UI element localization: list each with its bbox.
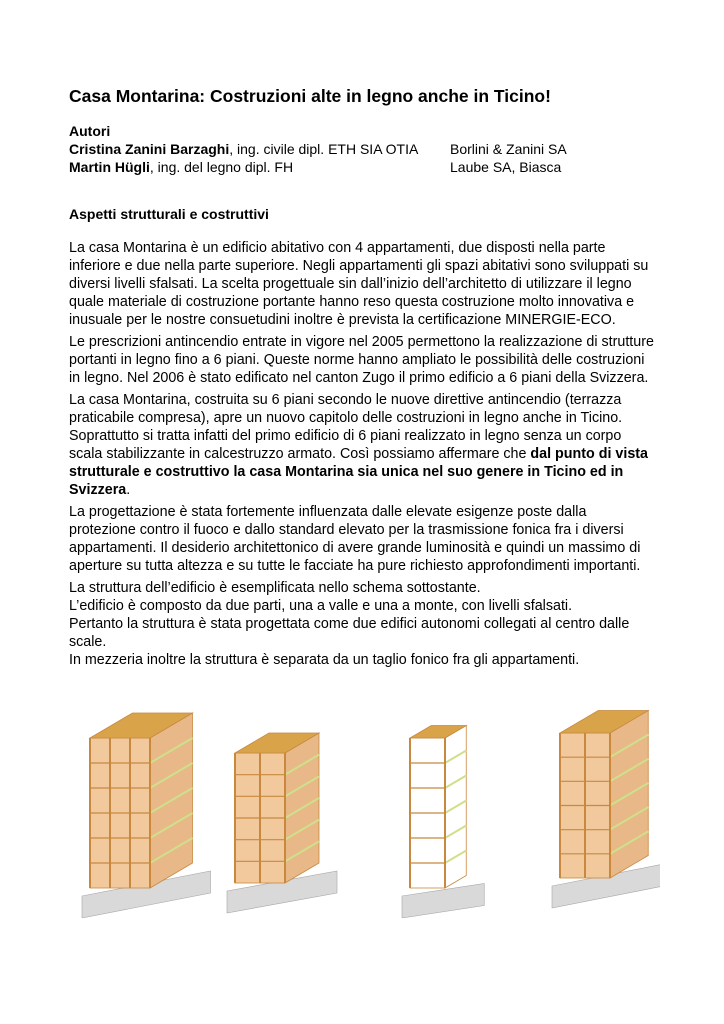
paragraph-end: . bbox=[126, 482, 131, 498]
author-company: Laube SA, Biasca bbox=[450, 159, 562, 175]
author-company: Borlini & Zanini SA bbox=[450, 141, 567, 157]
paragraph bbox=[69, 391, 655, 499]
floor-slab-edge bbox=[445, 801, 466, 814]
author-name: Cristina Zanini Barzaghi bbox=[69, 141, 230, 157]
paragraph bbox=[69, 579, 655, 669]
author-title: , ing. del legno dipl. FH bbox=[149, 159, 294, 175]
paragraph-line: L’edificio è composto da due parti, una a valle e una a monte, con livelli sfalsati. bbox=[69, 598, 573, 614]
floor-slab-edge bbox=[445, 826, 466, 839]
author-title: , ing. civile dipl. ETH SIA OTIA bbox=[229, 141, 419, 157]
authors-heading-row bbox=[69, 122, 669, 140]
paragraph: La progettazione è stata fortemente influenzata dalle elevate esigenze poste dalla protezione contro il fuoco e dallo standard elevato per la trasmissione fonica fra i diversi appartamenti. Il desiderio architettonico di avere grande luminosità e quindi un massimo di aperture su tutta altezza e su tutte le facciate ha pure richiesto approfondimenti importanti. bbox=[69, 504, 641, 574]
floor-slab-edge bbox=[445, 751, 466, 764]
roof-slab bbox=[410, 726, 466, 739]
paragraph: La casa Montarina è un edificio abitativo con 4 appartamenti, due disposti nella parte inferiore e due nella parte superiore. Negli appartamenti gli spazi abitativi sono sviluppati su diversi livelli sfalsati. La scelta progettuale sin dall’inizio dell’architetto di utilizzare il legno quale materiale di costruzione portante hanno reso questa costruzione molto innovativa e inusuale per le nostre consuetudini inoltre è prevista la certificazione MINERGIE-ECO. bbox=[69, 240, 649, 328]
ground-base bbox=[402, 884, 484, 919]
page-title: Casa Montarina: Costruzioni alte in legno anche in Ticino! bbox=[69, 86, 551, 106]
authors-block bbox=[69, 122, 669, 176]
floor-slab-edge bbox=[445, 851, 466, 864]
paragraph: Le prescrizioni antincendio entrate in vigore nel 2005 permettono la realizzazione di strutture portanti in legno fino a 6 piani. Queste norme hanno ampliato le possibilità delle costruzioni in legno. Nel 2006 è stato edificato nel canton Zugo il primo edificio a 6 piani della Svizzera. bbox=[69, 334, 654, 386]
paragraph-line: La struttura dell’edificio è esemplificata nello schema sottostante. bbox=[69, 580, 481, 596]
paragraph-line: Pertanto la struttura è stata progettata come due edifici autonomi collegati al centro dalle scale. bbox=[69, 616, 630, 650]
floor-slab-edge bbox=[445, 776, 466, 789]
author-name: Martin Hügli bbox=[69, 159, 150, 175]
author-row bbox=[69, 158, 669, 176]
authors-heading: Autori bbox=[69, 123, 111, 139]
paragraph-text: La casa Montarina, costruita su 6 piani secondo le nuove direttive antincendio (terrazza praticabile compresa), apre un nuovo capitolo delle costruzioni in legno anche in Ticino. Soprattutto si tratta infatti del primo edificio di 6 piani realizzato in legno senza un corpo scala stabilizzante in calcestruzzo armato. Così possiamo affermare che bbox=[69, 392, 623, 462]
paragraph-line: In mezzeria inoltre la struttura è separata da un taglio fonico fra gli appartamenti. bbox=[69, 652, 580, 668]
author-row bbox=[69, 140, 669, 158]
section-heading: Aspetti strutturali e costruttivi bbox=[69, 206, 269, 222]
structure-diagrams-svg bbox=[60, 708, 660, 918]
structure-figures bbox=[60, 708, 660, 918]
paragraph-emphasis: dal punto di vista strutturale e costruttivo la casa Montarina sia unica nel suo genere in Ticino ed in Svizzera bbox=[69, 446, 648, 498]
body-text bbox=[69, 239, 655, 673]
